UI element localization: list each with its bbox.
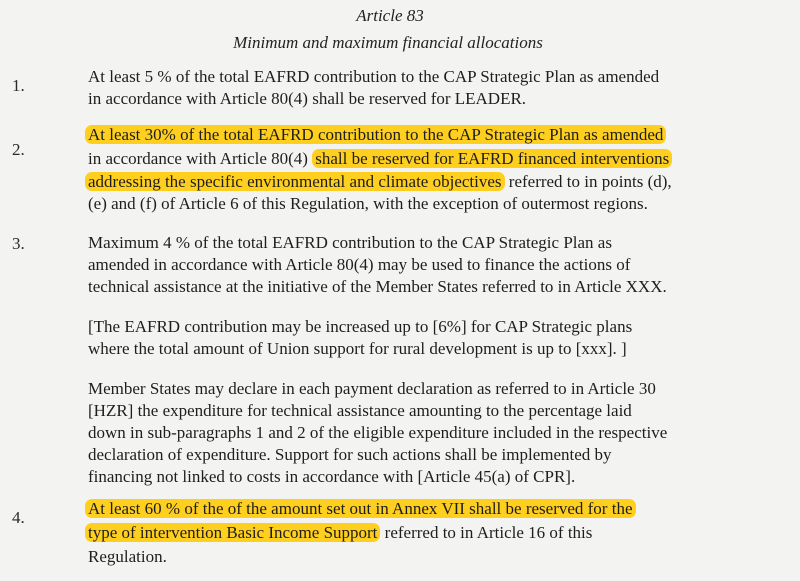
paragraph-3-sub1-line-1: [The EAFRD contribution may be increased up to [6%] for CAP Strategic plans	[88, 317, 633, 336]
highlight-span: At least 30% of the total EAFRD contribution to the CAP Strategic Plan as amended	[85, 125, 666, 144]
paragraph-4-line-2	[85, 522, 592, 544]
highlight-span: type of intervention Basic Income Support	[85, 523, 380, 542]
paragraph-1-line-2: in accordance with Article 80(4) shall be reserved for LEADER.	[88, 89, 527, 108]
highlight-span: shall be reserved for EAFRD financed interventions	[312, 149, 672, 168]
paragraph-3-line-3: technical assistance at the initiative of the Member States referred to in Article XXX.	[88, 277, 667, 296]
article-subtitle: Minimum and maximum financial allocations	[233, 33, 543, 52]
article-title: Article 83	[356, 6, 424, 25]
highlight-span: At least 60 % of the of the amount set out in Annex VII shall be reserved for the	[85, 499, 636, 518]
paragraph-2-text: referred to in points (d),	[508, 172, 672, 191]
paragraph-4-line-1	[85, 498, 636, 520]
paragraph-3-sub2-line-5: financing not linked to costs in accordance with [Article 45(a) of CPR].	[88, 467, 576, 486]
paragraph-number-4: 4.	[12, 508, 25, 527]
paragraph-number-2: 2.	[12, 140, 25, 159]
paragraph-3-line-2: amended in accordance with Article 80(4) may be used to finance the actions of	[88, 255, 631, 274]
paragraph-2-line-1	[85, 124, 666, 146]
paragraph-1-line-1: At least 5 % of the total EAFRD contribution to the CAP Strategic Plan as amended	[88, 67, 660, 86]
paragraph-3-sub2-line-1: Member States may declare in each payment declaration as referred to in Article 30	[88, 379, 656, 398]
paragraph-number-3: 3.	[12, 234, 25, 253]
paragraph-number-1: 1.	[12, 76, 25, 95]
paragraph-2-text: in accordance with Article 80(4)	[88, 149, 308, 168]
paragraph-4-text: referred to in Article 16 of this	[384, 523, 593, 542]
paragraph-3-sub2-line-4: declaration of expenditure. Support for such actions shall be implemented by	[88, 445, 612, 464]
highlight-span: addressing the specific environmental and climate objectives	[85, 172, 505, 191]
paragraph-2-line-3	[85, 171, 672, 193]
paragraph-3-sub2-line-3: down in sub-paragraphs 1 and 2 of the eligible expenditure included in the respective	[88, 423, 668, 442]
paragraph-2-line-2	[88, 148, 672, 170]
paragraph-2-line-4: (e) and (f) of Article 6 of this Regulation, with the exception of outermost regions.	[88, 194, 648, 213]
paragraph-3-sub1-line-2: where the total amount of Union support for rural development is up to [xxx]. ]	[88, 339, 627, 358]
paragraph-4-line-3: Regulation.	[88, 547, 167, 566]
paragraph-3-sub2-line-2: [HZR] the expenditure for technical assistance amounting to the percentage laid	[88, 401, 632, 420]
paragraph-3-line-1: Maximum 4 % of the total EAFRD contribution to the CAP Strategic Plan as	[88, 233, 612, 252]
